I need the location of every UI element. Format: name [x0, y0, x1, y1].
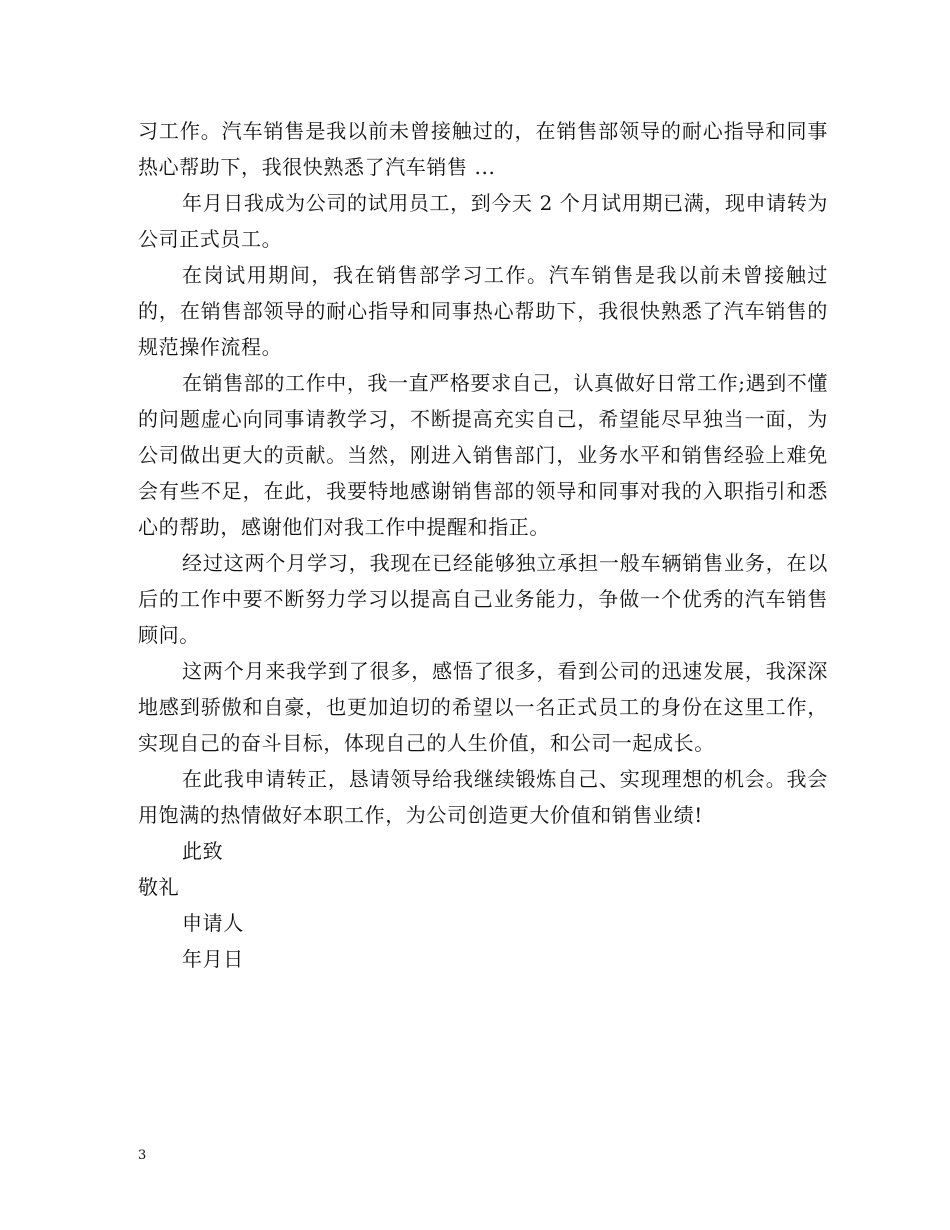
- closing-regards: 敬礼: [138, 875, 180, 899]
- paragraph-probation-learning: 在岗试用期间，我在销售部学习工作。汽车销售是我以前未曾接触过的，在销售部领导的耐心指导和同事热心帮助下，我很快熟悉了汽车销售的规范操作流程。: [138, 263, 828, 359]
- page-number: 3: [138, 1148, 147, 1163]
- closing-date: 年月日: [182, 947, 244, 971]
- closing-applicant: 申请人: [182, 911, 244, 935]
- paragraph-work-attitude: 在销售部的工作中，我一直严格要求自己，认真做好日常工作;遇到不懂的问题虚心向同事请教学习，不断提高充实自己，希望能尽早独当一面，为公司做出更大的贡献。当然，刚进入销售部门，业务水平和销售经验上难免会有些不足，在此，我要特地感谢销售部的领导和同事对我的入职指引和悉心的帮助，感谢他们对我工作中提醒和指正。: [138, 371, 828, 539]
- paragraph-reflection: 这两个月来我学到了很多，感悟了很多，看到公司的迅速发展，我深深地感到骄傲和自豪，也更加迫切的希望以一名正式员工的身份在这里工作，实现自己的奋斗目标，体现自己的人生价值，和公司一起成长。: [138, 659, 828, 755]
- paragraph-future-goals: 经过这两个月学习，我现在已经能够独立承担一般车辆销售业务，在以后的工作中要不断努力学习以提高自己业务能力，争做一个优秀的汽车销售顾问。: [138, 551, 828, 647]
- paragraph-probation-start: 年月日我成为公司的试用员工，到今天 2 个月试用期已满，现申请转为公司正式员工。: [138, 191, 828, 251]
- paragraph-continued: 习工作。汽车销售是我以前未曾接触过的，在销售部领导的耐心指导和同事热心帮助下，我很快熟悉了汽车销售 ...: [138, 119, 828, 179]
- letter-body: [138, 113, 828, 977]
- closing-salutation: 此致: [182, 839, 224, 863]
- paragraph-request: 在此我申请转正，恳请领导给我继续锻炼自己、实现理想的机会。我会用饱满的热情做好本职工作，为公司创造更大价值和销售业绩!: [138, 767, 828, 827]
